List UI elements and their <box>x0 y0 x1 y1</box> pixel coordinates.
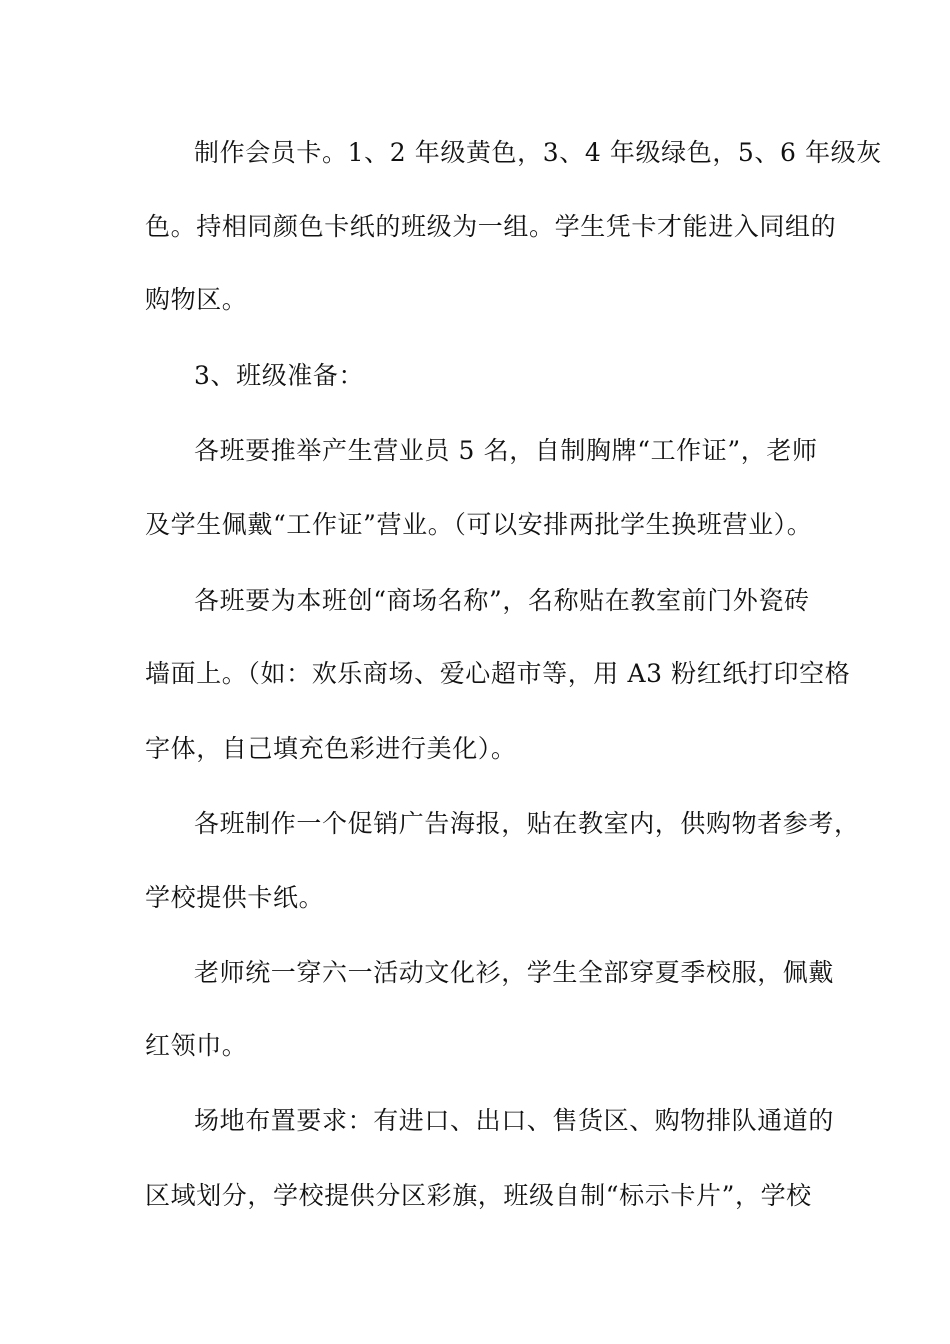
paragraph-line: 制作会员卡。1、2 年级黄色，3、4 年级绿色，5、6 年级灰 <box>194 138 882 167</box>
paragraph-line: 各班制作一个促销广告海报，贴在教室内，供购物者参考， <box>194 809 860 838</box>
section-heading: 3、班级准备： <box>194 361 365 390</box>
paragraph-line: 老师统一穿六一活动文化衫，学生全部穿夏季校服，佩戴 <box>194 958 835 987</box>
paragraph-line: 字体，自己填充色彩进行美化）。 <box>145 734 517 763</box>
paragraph-line: 红领巾。 <box>145 1031 248 1060</box>
paragraph-line: 墙面上。（如：欢乐商场、爱心超市等，用 A3 粉红纸打印空格 <box>145 659 851 688</box>
paragraph-line: 学校提供卡纸。 <box>145 883 325 912</box>
paragraph-line: 场地布置要求：有进口、出口、售货区、购物排队通道的 <box>194 1106 835 1135</box>
paragraph-line: 色。持相同颜色卡纸的班级为一组。学生凭卡才能进入同组的 <box>145 212 837 241</box>
paragraph-line: 各班要为本班创“商场名称”，名称贴在教室前门外瓷砖 <box>194 586 810 615</box>
paragraph-line: 区域划分，学校提供分区彩旗，班级自制“标示卡片”，学校 <box>145 1181 812 1210</box>
paragraph-line: 购物区。 <box>145 285 248 314</box>
paragraph-line: 各班要推举产生营业员 5 名，自制胸牌“工作证”，老师 <box>194 436 818 465</box>
paragraph-line: 及学生佩戴“工作证”营业。（可以安排两批学生换班营业）。 <box>145 510 813 539</box>
